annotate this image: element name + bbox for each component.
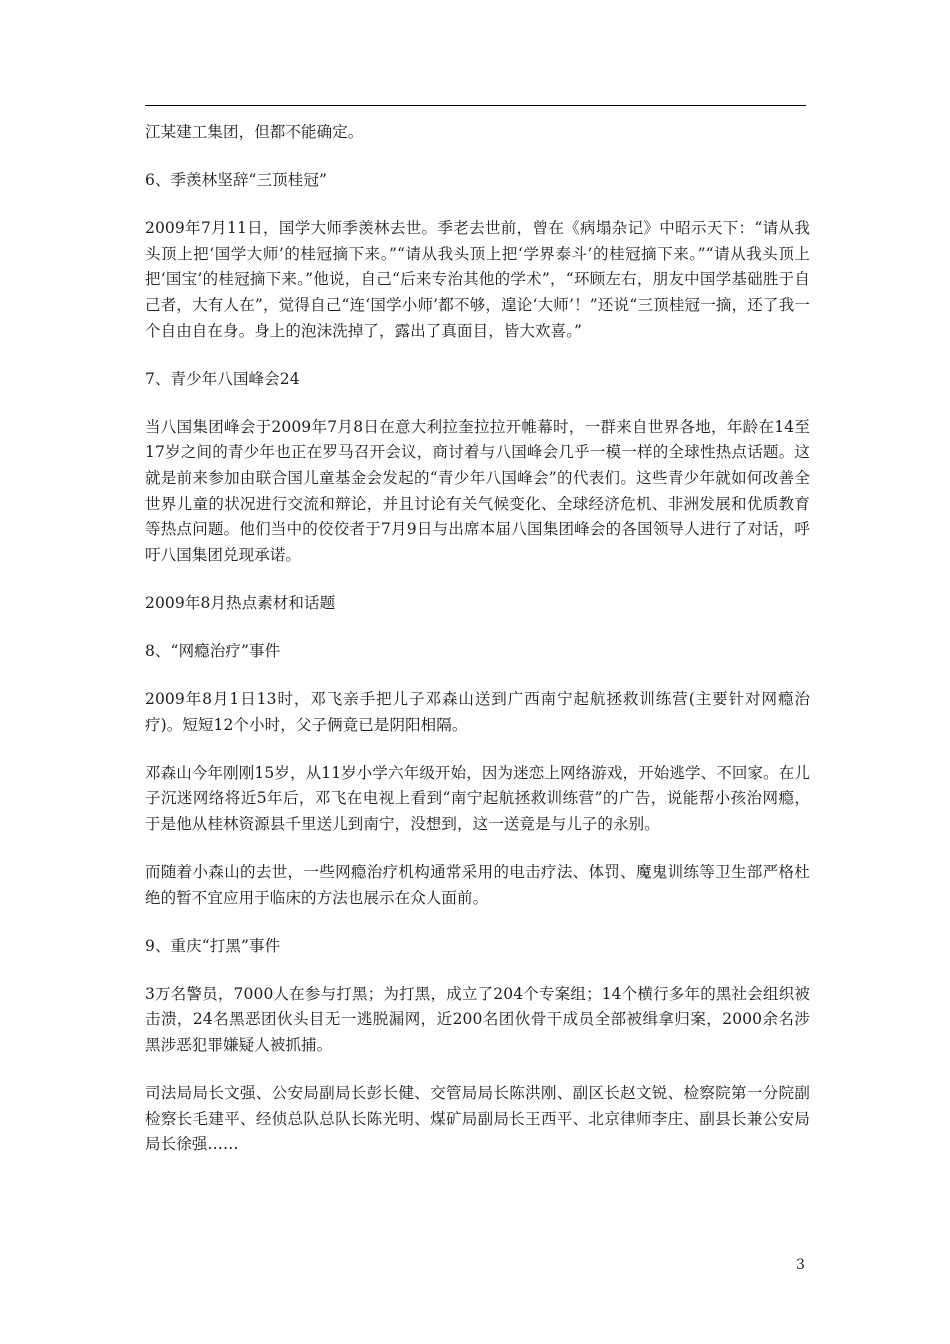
heading-item-8: 8、“网瘾治疗”事件 xyxy=(145,641,281,660)
paragraph: 2009年7月11日，国学大师季羡林去世。季老去世前，曾在《病塌杂记》中昭示天下：“请从我头顶上把‘国学大师’的桂冠摘下来。”“请从我头顶上把‘学界泰斗’的桂冠摘下来。”“请从我头顶上把‘国宝’的桂冠摘下来。”他说，自己“后来专治其他的学术”，“环顾左右，朋友中国学基础胜于自己者，大有人在”，觉得自己“连‘国学小师’都不够，遑论‘大师’！”还说“三顶桂冠一摘，还了我一个自由自在身。身上的泡沫洗掉了，露出了真面目，皆大欢喜。” xyxy=(145,219,810,340)
paragraph: 2009年8月1日13时，邓飞亲手把儿子邓森山送到广西南宁起航拯救训练营(主要针对网瘾治疗)。短短12个小时，父子俩竟已是阴阳相隔。 xyxy=(145,690,810,734)
paragraph: 3万名警员，7000人在参与打黑；为打黑，成立了204个专案组；14个横行多年的黑社会组织被击溃，24名黑恶团伙头目无一逃脱漏网，近200名团伙骨干成员全部被缉拿归案，2000余名涉黑涉恶犯罪嫌疑人被抓捕。 xyxy=(145,984,810,1054)
heading-item-9: 9、重庆“打黑”事件 xyxy=(145,936,281,955)
heading-item-6: 6、季羡林坚辞“三顶桂冠” xyxy=(145,171,328,190)
paragraph: 当八国集团峰会于2009年7月8日在意大利拉奎拉拉开帷幕时，一群来自世界各地，年龄在14至17岁之间的青少年也正在罗马召开会议，商讨着与八国峰会几乎一模一样的全球性热点话题。这就是前来参加由联合国儿童基金会发起的“青少年八国峰会”的代表们。这些青少年就如何改善全世界儿童的状况进行交流和辩论，并且讨论有关气候变化、全球经济危机、非洲发展和优质教育等热点问题。他们当中的佼佼者于7月9日与出席本届八国集团峰会的各国领导人进行了对话，呼吁八国集团兑现承诺。 xyxy=(145,417,810,564)
paragraph: 司法局局长文强、公安局副局长彭长健、交管局局长陈洪刚、副区长赵文锐、检察院第一分院副检察长毛建平、经侦总队总队长陈光明、煤矿局副局长王西平、北京律师李庄、副县长兼公安局局长徐强…… xyxy=(145,1084,810,1154)
paragraph-continuation: 江某建工集团，但都不能确定。 xyxy=(145,123,364,141)
section-heading: 2009年8月热点素材和话题 xyxy=(145,593,336,612)
document-body xyxy=(145,120,810,1180)
heading-item-7: 7、青少年八国峰会24 xyxy=(145,369,300,388)
paragraph: 而随着小森山的去世，一些网瘾治疗机构通常采用的电击疗法、体罚、魔鬼训练等卫生部严格杜绝的暂不宜应用于临床的方法也展示在众人面前。 xyxy=(145,862,810,907)
paragraph: 邓森山今年刚刚15岁，从11岁小学六年级开始，因为迷恋上网络游戏，开始逃学、不回家。在儿子沉迷网络将近5年后，邓飞在电视上看到“南宁起航拯救训练营”的广告，说能帮小孩治网瘾，于是他从桂林资源县千里送儿到南宁，没想到，这一送竟是与儿子的永别。 xyxy=(145,763,810,833)
header-rule xyxy=(145,105,806,106)
page-number: 3 xyxy=(796,1257,805,1273)
